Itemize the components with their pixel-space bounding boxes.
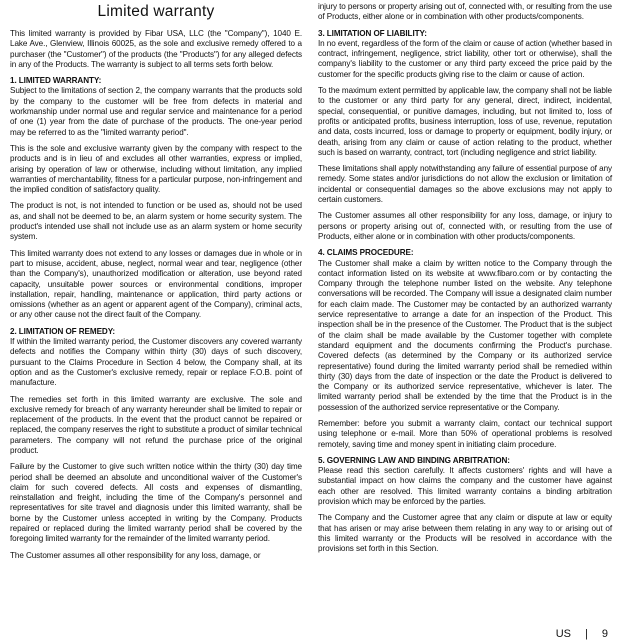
section-body: Subject to the limitations of section 2, the company warrants that the products sold by the company to the customer will be free from defects in material and workmanship under normal use and regular service and maintenance for a period of one (1) year from the date of purchase of the products. The one-year period may be referred to as the "limited warranty period". [10,86,302,137]
right-column [318,2,612,561]
page-footer [556,628,608,640]
exclusive-warranty-paragraph: This is the sole and exclusive warranty given by the company with respect to the products and is in lieu of and excludes all other warranties, express or implied, arising by operation of law or otherwise, including without limitation, any implied warranties of merchantability, fitness for a particular purpose, non-infringement and the implied condition of satisfactory quality. [10,143,302,195]
page-title: Limited warranty [97,3,215,20]
section-heading: 4. CLAIMS PROCEDURE: [318,248,414,258]
page-number: 9 [601,628,608,640]
section-limitation-of-liability [318,29,612,80]
remedies-paragraph: The remedies set forth in this limited warranty are exclusive. The sole and exclusive remedy for breach of any warranty hereunder shall be limited to repair or replacement of the products. In the event that the product cannot be repaired or replaced, the company reserves the right to substitute a product of similar technical parameters. The company will not refund the purchase price of the original product. [10,394,302,455]
section-heading: 1. LIMITED WARRANTY: [10,76,102,86]
maximum-extent-paragraph: To the maximum extent permitted by applicable law, the company shall not be liable to the customer or any third party for any general, direct, indirect, incidental, special, consequential, or punitive damages, including, but not limited to, loss of profits or anticipated profits, business interruption, loss of use, revenue, reputation and data, costs incurred, loss or damage to property or equipment, bodily injury, or death, arising from any claim or cause of action relating to the product, whether such is based on warranty, contract, tort (including negligence and strict liability. [318,86,612,157]
customer-responsibility-paragraph: The Customer assumes all other responsibility for any loss, damage, or injury to persons or property arising out of, connected with, or resulting from the use of Products, either alone or in combination with other products/components. [318,211,612,241]
section-body: In no event, regardless of the form of the claim or cause of action (whether based in contract, infringement, negligence, strict liability, other tort or otherwise), shall the company's liability to the customer or any third party exceed the price paid by the customer for the specific products giving rise to the claim or cause of action. [318,38,612,79]
footer-separator: | [585,628,588,640]
section-limited-warranty [10,76,302,138]
not-alarm-system-paragraph: The product is not, is not intended to function or be used as, should not be used as, and shall not be deemed to be, an alarm system or home security system. The product's intended use shall not include use as an alarm system or home security system. [10,201,302,242]
footer-region: US [555,628,572,640]
section-heading: 2. LIMITATION OF REMEDY: [10,326,116,336]
limitations-apply-paragraph: These limitations shall apply notwithstanding any failure of essential purpose of any remedy. Some states and/or jurisdictions do not allow the exclusion or limitation of incidental or consequential damages so the above exclusions may not apply to certain customers. [318,164,612,205]
remember-paragraph: Remember: before you submit a warranty claim, contact our technical support using telephone or e-mail. More than 50% of operational problems is resolved remotely, saving time and money spent in initiating claim procedure. [318,418,612,449]
section-heading: 3. LIMITATION OF LIABILITY: [318,28,427,38]
failure-notice-paragraph: Failure by the Customer to give such written notice within the thirty (30) day time period shall be deemed an absolute and unconditional waiver of the Customer's claim for such covered defects. All costs and expenses of dismantling, reinstallation and freight, including the time of the Company's personnel and representatives for site travel and diagnosis under this limited warranty, shall be borne by the Customer unless accepted in writing by the Company. Products repaired or replaced during the limited warranty period shall be covered by the foregoing limited warranty for the remainder of the limited warranty period. [10,462,302,544]
customer-responsibility-paragraph-end: injury to persons or property arising out of, connected with, or resulting from the use of Products, either alone or in combination with other products/components. [318,2,612,22]
section-heading: 5. GOVERNING LAW AND BINDING ARBITRATION: [318,455,510,465]
section-governing-law [318,456,612,507]
customer-responsibility-paragraph-start: The Customer assumes all other responsibility for any loss, damage, or [10,550,261,560]
section-claims-procedure [318,248,612,413]
section-body: The Customer shall make a claim by written notice to the Company through the contact information listed on its website at www.fibaro.com or by contacting the Company through the telephone number listed on the website. Any telephone conversations will be recorded. The Company will issue a designated claim number for each claim made. The Customer may be contacted by an authorized warranty service representative to arrange a date for an inspection of the Product. This inspection shall be in the presence of the Customer. The Product that is the subject of the claim shall be made available by the Customer together with complete standard equipment and the documents confirming the Product's purchase. Covered defects (as determined by the Company or its authorized service representative) found during the limited warranty period shall be remedied within thirty (30) days from the date of inspection or the date the Product is delivered to the Company or its authorized service representative, whichever is later. The limited warranty period shall be extended by the time that the Product is in the possession of the authorized service representative or the Company. [318,258,612,412]
left-column [10,3,302,567]
exclusions-paragraph: This limited warranty does not extend to any losses or damages due in whole or in part to misuse, accident, abuse, neglect, normal wear and tear, negligence (other than the Company's), unauthorized modification or alteration, use beyond rated capacity, unsuitable power sources or environmental conditions, improper installation, repair, handling, maintenance or application, third party actions or omissions (whether as an agent or apparent agent of the Company), criminal acts, or any other cause not the direct fault of the Company. [10,248,302,320]
section-limitation-of-remedy [10,327,302,389]
section-body: If within the limited warranty period, the Customer discovers any covered warranty defects and notifies the Company within thirty (30) days of such discovery, pursuant to the Claims Procedure in Section 4 below, the Company shall, at its option and as the Customer's exclusive remedy, repair or replace F.O.B. point of manufacture. [10,337,302,388]
intro-paragraph: This limited warranty is provided by Fibar USA, LLC (the "Company"), 1040 E. Lake Ave., Glenview, Illinois 60025, as the sole and exclusive remedy offered to a purchaser (the "Customer") of the products (the "Products") for any alleged defects in any of the Products. The warranty is subject to all terms sets forth below. [10,29,302,69]
section-body: Please read this section carefully. It affects customers' rights and will have a substantial impact on how claims the company and the customer have against each other are resolved. This limited warranty contains a binding arbitration provision which may be enforced by the parties. [318,466,612,507]
arbitration-agreement-paragraph: The Company and the Customer agree that any claim or dispute at law or equity that has arisen or may arise between them relating in any way to or arising out of this limited warranty or the Products will be resolved in accordance with the provisions set forth in this Section. [318,513,612,554]
